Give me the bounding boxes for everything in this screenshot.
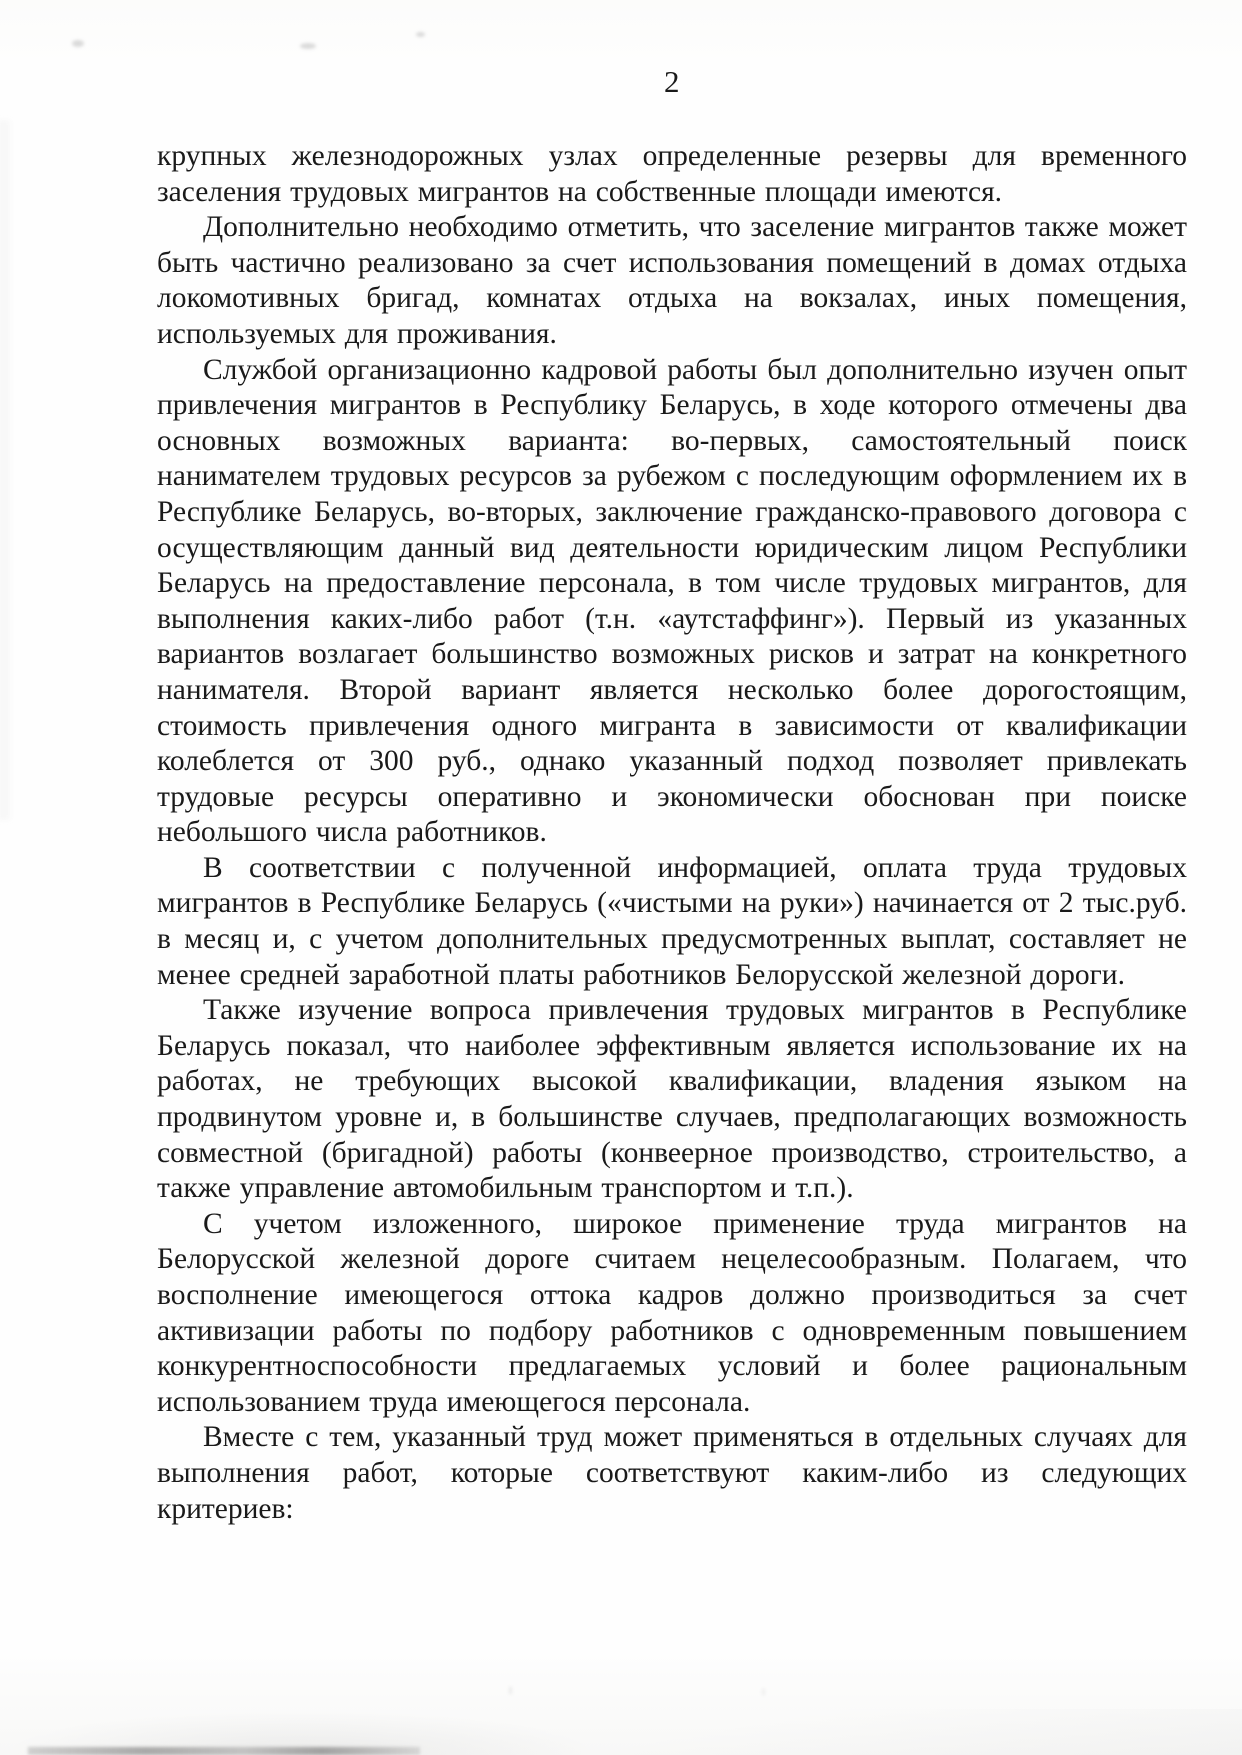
body-paragraph: Дополнительно необходимо отметить, что заселение мигрантов также может быть частично реализовано за счет использования помещений в домах отдыха локомотивных бригад, комнатах отдыха на вокзалах, иных помещения, используемых для проживания. — [157, 211, 1187, 350]
body-paragraph: Службой организационно кадровой работы был дополнительно изучен опыт привлечения мигрантов в Республику Беларусь, в ходе которого отмечены два основных возможных варианта: во-первых, самостоятельный поиск нанимателем трудовых ресурсов за рубежом с последующим оформлением их в Республике Беларусь, во-вторых, заключение гражданско-правового договора с осуществляющим данный вид деятельности юридическим лицом Республики Беларусь на предоставление персонала, в том числе трудовых мигрантов, для выполнения каких-либо работ (т.н. «аутстаффинг»). Первый из указанных вариантов возлагает большинство возможных рисков и затрат на конкретного нанимателя. Второй вариант является несколько более дорогостоящим, стоимость привлечения одного мигранта в зависимости от квалификации колеблется от 300 руб., однако указанный подход позволяет привлекать трудовые ресурсы оперативно и экономически обоснован при поиске небольшого числа работников. — [157, 353, 1187, 849]
scan-artifact-speck — [416, 32, 425, 37]
scan-artifact-bottom-smudge — [28, 1747, 420, 1755]
body-paragraph: С учетом изложенного, широкое применение труда мигрантов на Белорусской железной дороге считаем нецелесообразным. Полагаем, что восполнение имеющегося оттока кадров должно производиться за счет активизации работы по подбору работников с одновременным повышением конкурентноспособности предлагаемых условий и более рациональным использованием труда имеющегося персонала. — [157, 1207, 1187, 1418]
scan-artifact-speck — [762, 1688, 765, 1696]
body-paragraph: крупных железнодорожных узлах определенные резервы для временного заселения трудовых мигрантов на собственные площади имеются. — [157, 140, 1187, 208]
scan-artifact-speck — [300, 43, 316, 49]
document-body — [157, 139, 1187, 1527]
scan-artifact-speck — [509, 1686, 512, 1695]
scan-artifact-left-shade — [0, 120, 14, 820]
body-paragraph: В соответствии с полученной информацией, оплата труда трудовых мигрантов в Республике Беларусь («чистыми на руки») начинается от 2 тыс.руб. в месяц и, с учетом дополнительных предусмотренных выплат, составляет не менее средней заработной платы работников Белорусской железной дороги. — [157, 851, 1187, 991]
body-paragraph: Вместе с тем, указанный труд может применяться в отдельных случаях для выполнения работ, которые соответствуют каким-либо из следующих критериев: — [157, 1421, 1187, 1525]
scan-artifact-speck — [72, 40, 84, 47]
page-number: 2 — [664, 64, 680, 99]
body-paragraph: Также изучение вопроса привлечения трудовых мигрантов в Республике Беларусь показал, что наиболее эффективным является использование их на работах, не требующих высокой квалификации, владения языком на продвинутом уровне и, в большинстве случаев, предполагающих возможность совместной (бригадной) работы (конвеерное производство, строительство, а также управление автомобильным транспортом и т.п.). — [157, 994, 1187, 1205]
